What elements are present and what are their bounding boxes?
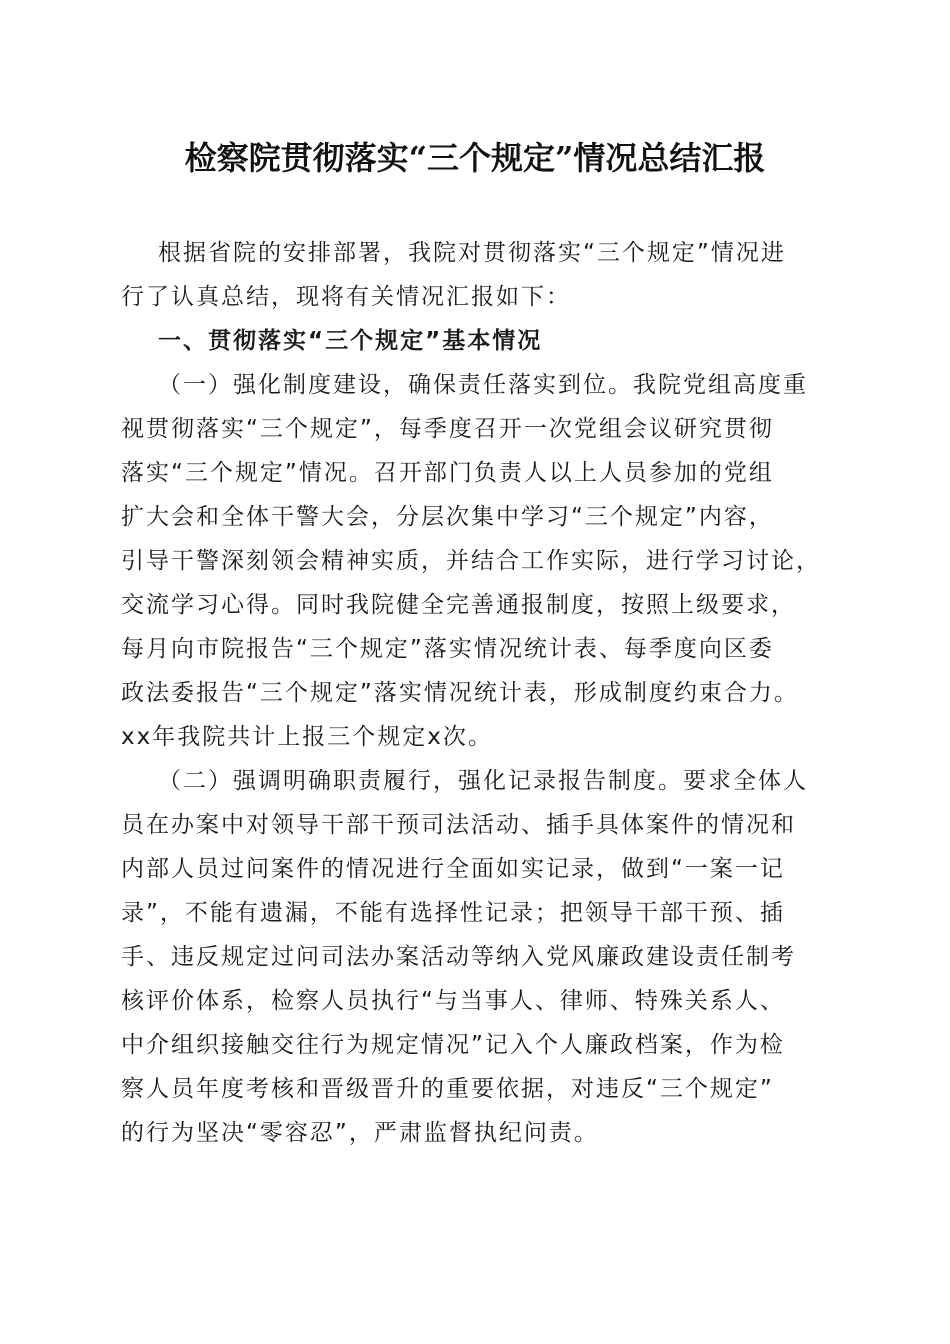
para1-line-8: 政法委报告“三个规定”落实情况统计表，形成制度约束合力。 (121, 680, 799, 706)
para1-line-7: 每月向市院报告“三个规定”落实情况统计表、每季度向区委 (121, 636, 774, 662)
para1-line-6: 交流学习心得。同时我院健全完善通报制度，按照上级要求， (121, 592, 796, 618)
document-title: 检察院贯彻落实“三个规定”情况总结汇报 (184, 139, 766, 177)
para2-line-9: 的行为坚决“零容忍”，严肃监督执纪问责。 (121, 1120, 599, 1146)
para1-line-3: 落实“三个规定”情况。召开部门负责人以上人员参加的党组 (121, 460, 774, 486)
para2-line-5: 手、违反规定过问司法办案活动等纳入党风廉政建设责任制考 (121, 944, 796, 970)
para2-line-7: 中介组织接触交往行为规定情况”记入个人廉政档案，作为检 (121, 1032, 785, 1058)
para1-line-4: 扩大会和全体干警大会，分层次集中学习“三个规定”内容， (121, 504, 774, 530)
section-heading-1: 一、贯彻落实“三个规定”基本情况 (158, 328, 543, 354)
para2-line-3: 内部人员过问案件的情况进行全面如实记录，做到“一案一记 (121, 856, 785, 882)
para1-line-1: （一）强化制度建设，确保责任落实到位。我院党组高度重 (158, 372, 808, 398)
para2-line-2: 员在办案中对领导干部干预司法活动、插手具体案件的情况和 (121, 812, 796, 838)
para2-line-6: 核评价体系，检察人员执行“与当事人、律师、特殊关系人、 (121, 988, 785, 1014)
para1-line-9: xx年我院共计上报三个规定x次。 (121, 724, 493, 750)
para2-line-8: 察人员年度考核和晋级晋升的重要依据，对违反“三个规定” (121, 1076, 774, 1102)
para1-line-5: 引导干警深刻领会精神实质，并结合工作实际，进行学习讨论， (121, 548, 821, 574)
intro-line-2: 行了认真总结，现将有关情况汇报如下： (121, 284, 571, 310)
intro-line-1: 根据省院的安排部署，我院对贯彻落实“三个规定”情况进 (158, 240, 786, 266)
para2-line-1: （二）强调明确职责履行，强化记录报告制度。要求全体人 (158, 768, 808, 794)
para2-line-4: 录”，不能有遗漏，不能有选择性记录；把领导干部干预、插 (121, 900, 785, 926)
para1-line-2: 视贯彻落实“三个规定”，每季度召开一次党组会议研究贯彻 (121, 416, 774, 442)
